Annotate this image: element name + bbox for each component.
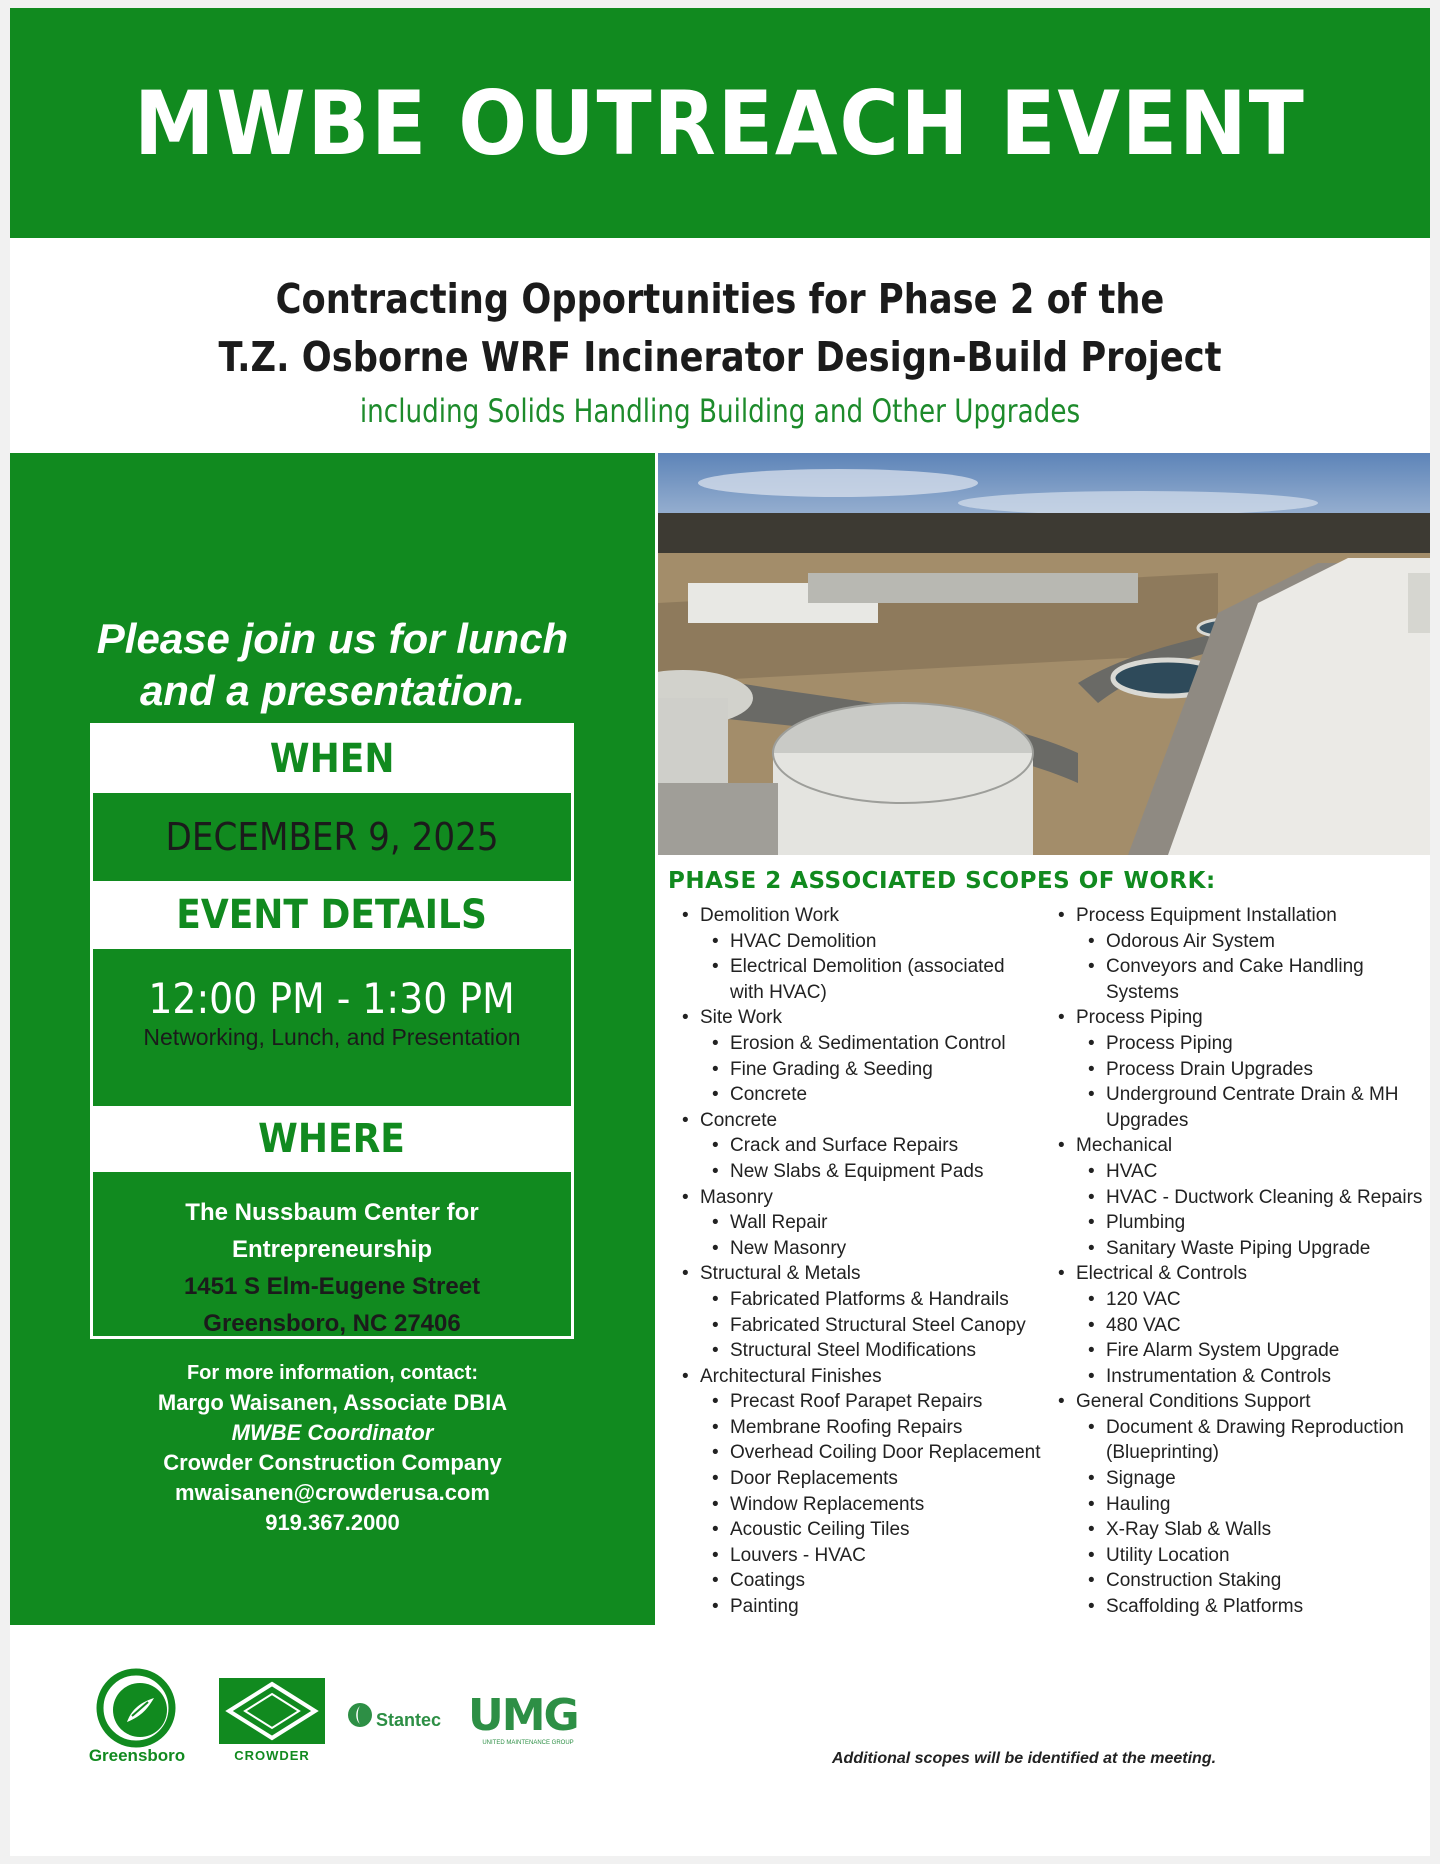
scope-item: • HVAC - Ductwork Cleaning & Repairs [1058, 1185, 1430, 1211]
scope-category: • Site Work [682, 1005, 1042, 1031]
scope-item: • HVAC Demolition [682, 929, 1042, 955]
facility-photo [658, 453, 1430, 855]
scope-item: • New Slabs & Equipment Pads [682, 1159, 1042, 1185]
event-time: 12:00 PM - 1:30 PM [148, 974, 516, 1023]
scope-item: • 480 VAC [1058, 1313, 1430, 1339]
scope-item: • Odorous Air System [1058, 929, 1430, 955]
flyer [10, 8, 1430, 1856]
scopes-title: PHASE 2 ASSOCIATED SCOPES OF WORK: [668, 868, 1216, 894]
scope-category: • Process Equipment Installation [1058, 903, 1430, 929]
scope-item: • Signage [1058, 1466, 1430, 1492]
crowder-logo-text: CROWDER [234, 1748, 310, 1763]
subtitle-block [10, 270, 1430, 436]
venue-name-line-1: The Nussbaum Center for [185, 1199, 479, 1226]
scope-item: • Scaffolding & Platforms [1058, 1594, 1430, 1620]
scope-item: • Sanitary Waste Piping Upgrade [1058, 1236, 1430, 1262]
venue-block [93, 1194, 571, 1342]
scope-item: • Utility Location [1058, 1543, 1430, 1569]
scope-item: • Fabricated Structural Steel Canopy [682, 1313, 1042, 1339]
scope-item: • Fabricated Platforms & Handrails [682, 1287, 1042, 1313]
scope-item: • Process Piping [1058, 1031, 1430, 1057]
scope-item: • Fire Alarm System Upgrade [1058, 1338, 1430, 1364]
scope-item: • Wall Repair [682, 1210, 1042, 1236]
invitation-line-1: Please join us for lunch [96, 615, 569, 662]
event-title: MWBE OUTREACH EVENT [134, 71, 1306, 175]
scope-item: • Painting [682, 1594, 1042, 1620]
scope-item: • Louvers - HVAC [682, 1543, 1042, 1569]
scope-item: • Concrete [682, 1082, 1042, 1108]
scope-item: • Window Replacements [682, 1492, 1042, 1518]
scope-item: • Underground Centrate Drain & MH Upgrades [1058, 1082, 1430, 1133]
scope-item: • Coatings [682, 1568, 1042, 1594]
scope-item: • Instrumentation & Controls [1058, 1364, 1430, 1390]
scope-item: • Plumbing [1058, 1210, 1430, 1236]
scope-item: • Precast Roof Parapet Repairs [682, 1389, 1042, 1415]
scope-item: • Process Drain Upgrades [1058, 1057, 1430, 1083]
subtitle-line-1: Contracting Opportunities for Phase 2 of the [275, 275, 1165, 323]
contact-role: MWBE Coordinator [231, 1420, 434, 1445]
scope-item: • Overhead Coiling Door Replacement [682, 1440, 1042, 1466]
footnote: Additional scopes will be identified at the meeting. [832, 1750, 1217, 1767]
scope-category: • Electrical & Controls [1058, 1261, 1430, 1287]
contact-intro: For more information, contact: [186, 1362, 479, 1384]
scope-item: • Erosion & Sedimentation Control [682, 1031, 1042, 1057]
scope-item: • Fine Grading & Seeding [682, 1057, 1042, 1083]
subtitle-line-3: including Solids Handling Building and Other Upgrades [359, 392, 1081, 430]
scope-item: • Hauling [1058, 1492, 1430, 1518]
scope-item: • Structural Steel Modifications [682, 1338, 1042, 1364]
scope-item: • 120 VAC [1058, 1287, 1430, 1313]
contact-block [10, 1358, 655, 1538]
contact-phone[interactable]: 919.367.2000 [265, 1510, 400, 1535]
scope-category: • Concrete [682, 1108, 1042, 1134]
scope-item: • Door Replacements [682, 1466, 1042, 1492]
scope-category: • Architectural Finishes [682, 1364, 1042, 1390]
scopes-column-left [682, 903, 1042, 1620]
left-info-panel [10, 453, 655, 1625]
scope-category: • General Conditions Support [1058, 1389, 1430, 1415]
event-details-heading: EVENT DETAILS [93, 881, 571, 949]
facility-photo-illustration [658, 453, 1430, 855]
stantec-logo-text: Stantec [376, 1710, 442, 1730]
contact-email[interactable]: mwaisanen@crowderusa.com [175, 1480, 490, 1505]
scope-item: • X-Ray Slab & Walls [1058, 1517, 1430, 1543]
scope-item: • New Masonry [682, 1236, 1042, 1262]
scope-item: • Crack and Surface Repairs [682, 1133, 1042, 1159]
contact-company: Crowder Construction Company [163, 1450, 502, 1475]
top-banner [10, 8, 1430, 238]
umg-logo-subtitle: UNITED MAINTENANCE GROUP [482, 1740, 574, 1746]
greensboro-logo-text: Greensboro [88, 1746, 186, 1765]
scope-category: • Structural & Metals [682, 1261, 1042, 1287]
scope-item: • Conveyors and Cake Handling Systems [1058, 954, 1430, 1005]
venue-street: 1451 S Elm-Eugene Street [183, 1273, 481, 1300]
when-heading: WHEN [93, 726, 571, 793]
stantec-logo-icon [347, 1702, 373, 1728]
subtitle-line-2: T.Z. Osborne WRF Incinerator Design-Build Project [218, 333, 1222, 381]
scope-item: • Electrical Demolition (associated with HVAC) [682, 954, 1042, 1005]
scope-item: • Membrane Roofing Repairs [682, 1415, 1042, 1441]
venue-city: Greensboro, NC 27406 [203, 1310, 461, 1337]
umg-logo-text: UMG [468, 1690, 578, 1741]
event-date: DECEMBER 9, 2025 [165, 815, 499, 859]
event-description: Networking, Lunch, and Presentation [143, 1024, 521, 1050]
scope-category: • Demolition Work [682, 903, 1042, 929]
scope-category: • Process Piping [1058, 1005, 1430, 1031]
scope-item: • HVAC [1058, 1159, 1430, 1185]
invitation-line-2: and a presentation. [139, 667, 526, 714]
scope-item: • Construction Staking [1058, 1568, 1430, 1594]
event-info-box [90, 723, 574, 1339]
scope-category: • Masonry [682, 1185, 1042, 1211]
scope-item: • Document & Drawing Reproduction (Blueprinting) [1058, 1415, 1430, 1466]
scope-item: • Acoustic Ceiling Tiles [682, 1517, 1042, 1543]
scopes-column-right [1058, 903, 1430, 1620]
contact-name: Margo Waisanen, Associate DBIA [157, 1390, 508, 1415]
where-heading: WHERE [93, 1106, 571, 1172]
invitation-text [10, 613, 655, 717]
venue-name-line-2: Entrepreneurship [231, 1236, 433, 1263]
crowder-logo-icon [217, 1676, 327, 1756]
scope-category: • Mechanical [1058, 1133, 1430, 1159]
